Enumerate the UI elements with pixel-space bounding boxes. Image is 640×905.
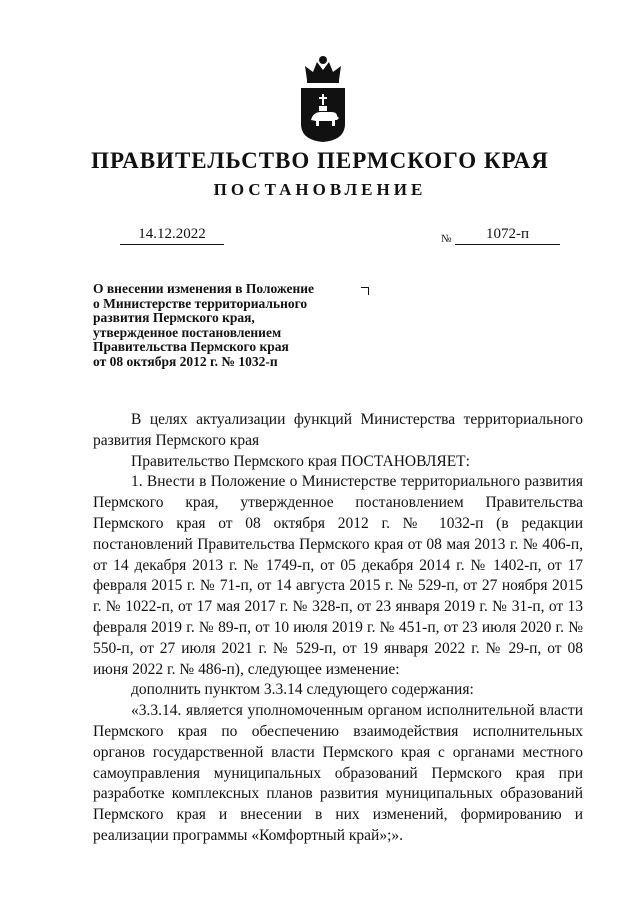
document-number: 1072-п: [485, 226, 530, 242]
document-body: [93, 410, 583, 847]
paragraph-amendment-intro: дополнить пунктом 3.3.14 следующего содержания:: [131, 681, 474, 699]
subject-line: развития Пермского края,: [93, 310, 255, 325]
subject-line: утвержденное постановлением: [93, 324, 282, 340]
government-title: ПРАВИТЕЛЬСТВО ПЕРМСКОГО КРАЯ: [91, 148, 549, 173]
subject-line: О внесении изменения в Положение: [93, 281, 315, 296]
paragraph-item-1: 1. Внести в Положение о Министерстве территориального развития Пермского края, утвержденное постановлением Правительства Пермского края от 08 октября 2012 г. № 1032-п (в редакции постановлений Правительства Пермского края от 08 мая 2013 г. № 406-п, от 14 декабря 2013 г. № 1749-п, от 05 декабря 2014 г. № 1402-п, от 17 февраля 2015 г. № 71-п, от 14 августа 2015 г. № 529-п, от 27 ноября 2015 г. № 1022-п, от 17 мая 2017 г. № 328-п, от 23 января 2019 г. № 31-п, от 13 февраля 2019 г. № 89-п, от 10 июля 2019 г. № 451-п, от 23 июля 2020 г. № 550-п, от 27 июля 2021 г. № 529-п, от 19 января 2022 г. № 29-п, от 08 июня 2022 г. № 486-п), следующее изменение:: [93, 473, 583, 678]
document-date-field: [120, 226, 224, 245]
subject-line: от 08 октября 2012 г. № 1032-п: [93, 353, 278, 369]
number-sign: №: [441, 233, 452, 245]
coat-of-arms-icon: [297, 54, 349, 144]
document-date: 14.12.2022: [138, 226, 206, 242]
document-subject: [93, 282, 363, 369]
document-number-field: [455, 226, 560, 245]
subject-line: Правительства Пермского края: [93, 339, 289, 354]
paragraph-amendment-text: «3.3.14. является уполномоченным органом исполнительной власти Пермского края по обеспечению взаимодействия исполнительных органов государственной власти Пермского края с органами местного самоуправления муниципальных образований Пермского края при разработке комплексных планов развития муниципальных образований Пермского края и внесении в них изменений, формированию и реализации программы «Комфортный край»;».: [93, 702, 583, 844]
document-type: ПОСТАНОВЛЕНИЕ: [213, 180, 427, 199]
corner-mark: [361, 287, 369, 295]
paragraph-purpose: В целях актуализации функций Министерства территориального развития Пермского края: [93, 411, 583, 449]
subject-line: о Министерстве территориального: [93, 295, 308, 311]
paragraph-resolves: Правительство Пермского края ПОСТАНОВЛЯЕТ:: [131, 452, 470, 470]
